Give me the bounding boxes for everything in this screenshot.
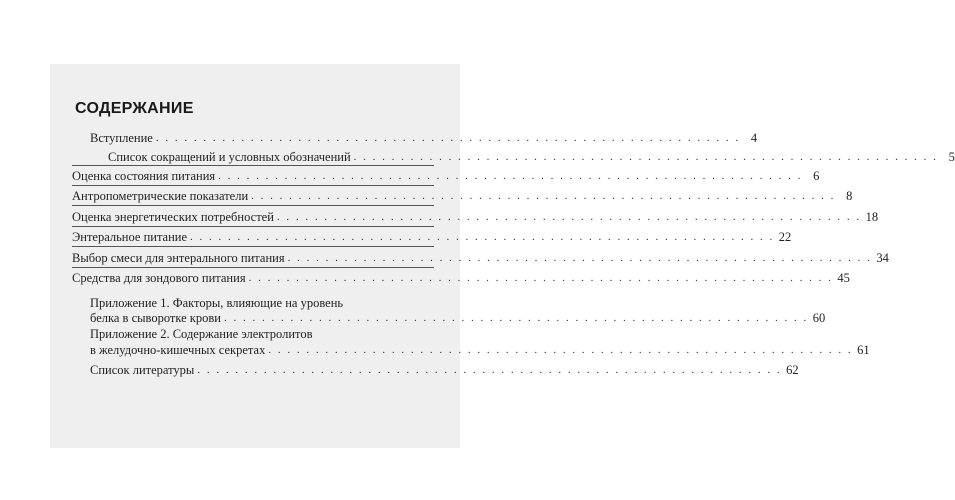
dot-leader: . . . . . . . . . . . . . . . . . . . . . . . . . . . . . . . . . . . . . . . . . . . . . . . . . . . . . . . . . . . . . . <box>251 190 836 202</box>
toc-entry-page: 60 <box>812 311 826 325</box>
toc-entry-label: Список литературы <box>90 363 195 377</box>
toc-entry[interactable] <box>90 342 870 358</box>
toc-entry-label: Список сокращений и условных обозначений <box>108 150 351 164</box>
dot-leader: . . . . . . . . . . . . . . . . . . . . . . . . . . . . . . . . . . . . . . . . . . . . . . . . . . . . . . . . . . . . . . <box>155 132 741 144</box>
divider <box>72 185 434 186</box>
toc-heading: СОДЕРЖАНИЕ <box>75 100 194 117</box>
toc-entry[interactable] <box>72 229 792 245</box>
toc-entry-page: 45 <box>837 271 850 285</box>
toc-entry[interactable] <box>90 362 799 378</box>
toc-entry[interactable] <box>90 130 758 146</box>
dot-leader: . . . . . . . . . . . . . . . . . . . . . . . . . . . . . . . . . . . . . . . . . . . . . . . . . . . . . . . . . . . . . . <box>276 211 862 223</box>
appendix-title: Приложение 1. Факторы, влияющие на уровень <box>90 296 344 310</box>
toc-entry-label: Антропометрические показатели <box>72 189 249 203</box>
dot-leader: . . . . . . . . . . . . . . . . . . . . . . . . . . . . . . . . . . . . . . . . . . . . . . . . . . . . . . . . . . . . . . <box>197 364 782 376</box>
toc-entry[interactable] <box>108 149 955 165</box>
toc-entry-label: в желудочно-кишечных секретах <box>90 343 266 357</box>
toc-entry-page: 61 <box>857 343 870 357</box>
toc-entry-page: 8 <box>846 189 853 203</box>
divider <box>72 267 434 268</box>
divider <box>72 205 434 206</box>
toc-entry-label: Средства для зондового питания <box>72 271 246 285</box>
toc-entry-page: 5 <box>948 150 955 164</box>
dot-leader: . . . . . . . . . . . . . . . . . . . . . . . . . . . . . . . . . . . . . . . . . . . . . . . . . . . . . . . . . . . . . . <box>218 170 803 182</box>
toc-entry-page: 22 <box>778 230 792 244</box>
toc-entry-label: белка в сыворотке крови <box>90 311 221 325</box>
toc-entry-page: 6 <box>813 169 820 183</box>
toc-entry-page: 34 <box>876 251 889 265</box>
toc-entry-page: 4 <box>750 131 758 145</box>
toc-entry-page: 18 <box>865 210 879 224</box>
divider <box>72 226 434 227</box>
dot-leader: . . . . . . . . . . . . . . . . . . . . . . . . . . . . . . . . . . . . . . . . . . . . . . . . . . . . . . . . . . . . . . <box>268 344 853 356</box>
toc-entry-label: Выбор смеси для энтерального питания <box>72 251 285 265</box>
toc-entry-label: Вступление <box>90 131 153 145</box>
toc-entry[interactable] <box>90 310 826 326</box>
toc-entry-label: Оценка состояния питания <box>72 169 216 183</box>
divider <box>72 246 434 247</box>
dot-leader: . . . . . . . . . . . . . . . . . . . . . . . . . . . . . . . . . . . . . . . . . . . . . . . . . . . . . . . . . . . . . . <box>223 312 809 324</box>
dot-leader: . . . . . . . . . . . . . . . . . . . . . . . . . . . . . . . . . . . . . . . . . . . . . . . . . . . . . . . . . . . . . . <box>248 272 833 284</box>
toc-entry[interactable] <box>72 188 853 204</box>
toc-entry[interactable] <box>72 250 889 266</box>
divider <box>72 165 434 166</box>
dot-leader: . . . . . . . . . . . . . . . . . . . . . . . . . . . . . . . . . . . . . . . . . . . . . . . . . . . . . . . . . . . . . . <box>287 252 872 264</box>
dot-leader: . . . . . . . . . . . . . . . . . . . . . . . . . . . . . . . . . . . . . . . . . . . . . . . . . . . . . . . . . . . . . . <box>190 231 775 243</box>
toc-entry-label: Оценка энергетических потребностей <box>72 210 274 224</box>
toc-entry-page: 62 <box>786 363 799 377</box>
toc-entry-label: Энтеральное питание <box>72 230 188 244</box>
toc-entry[interactable] <box>72 209 879 225</box>
appendix-title: Приложение 2. Содержание электролитов <box>90 327 313 341</box>
toc-entry[interactable] <box>72 168 820 184</box>
toc-entry[interactable] <box>72 270 850 286</box>
dot-leader: . . . . . . . . . . . . . . . . . . . . . . . . . . . . . . . . . . . . . . . . . . . . . . . . . . . . . . . . . . . . . . <box>353 151 938 163</box>
